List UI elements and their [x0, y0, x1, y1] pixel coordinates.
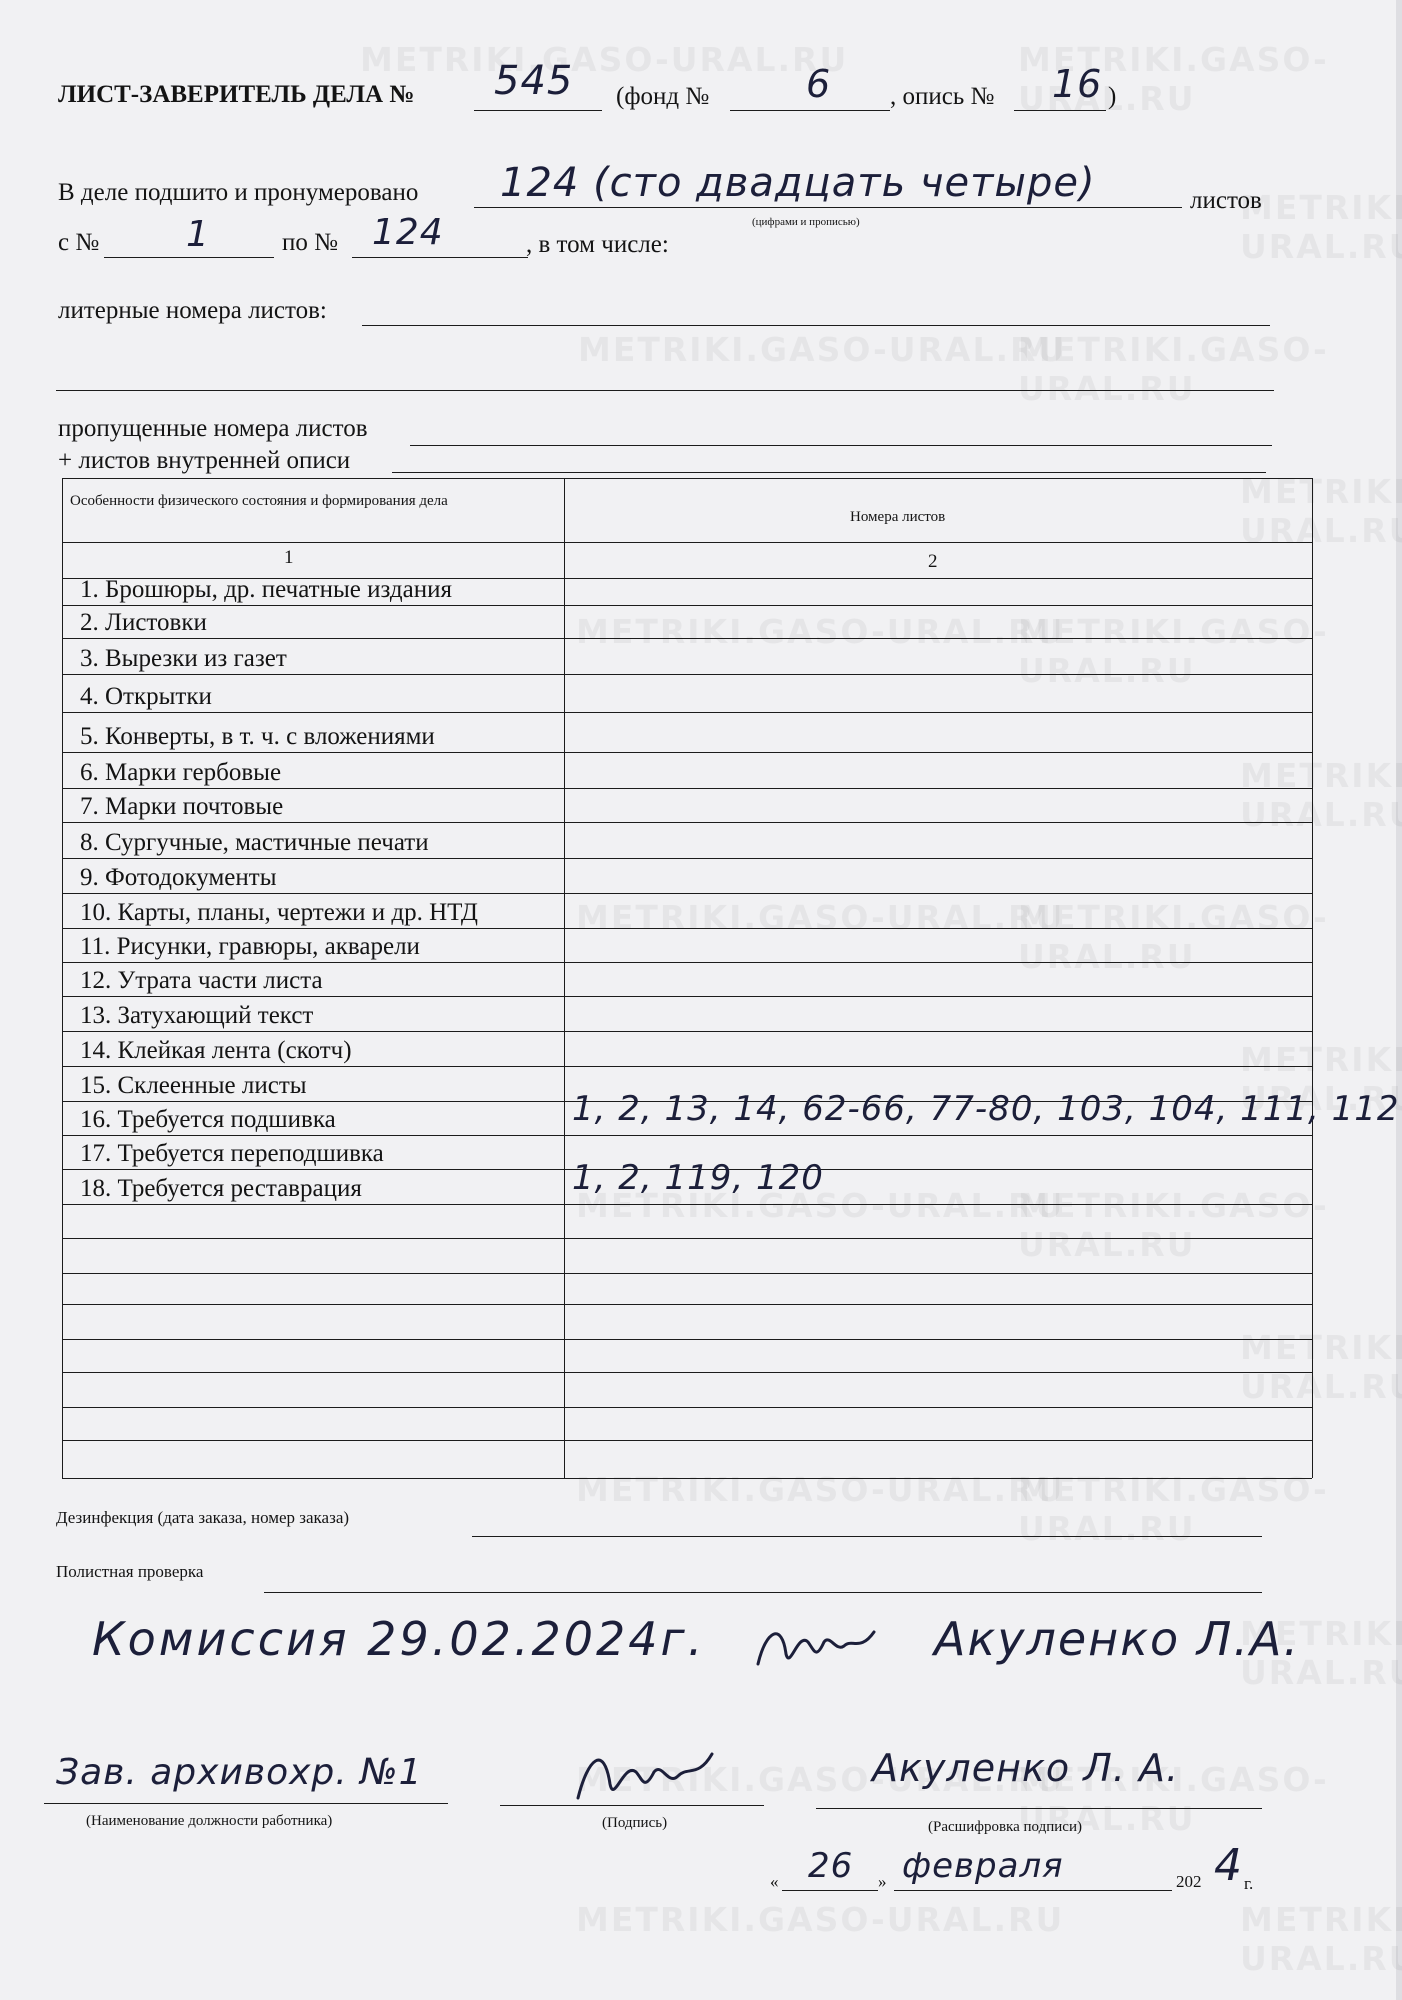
- col1-header: Особенности физического состояния и формирования дела: [70, 493, 448, 509]
- col2-index: 2: [928, 551, 938, 572]
- date-day: 26: [808, 1846, 854, 1886]
- table-row-label: 8. Сургучные, мастичные печати: [80, 829, 429, 856]
- count-unit: листов: [1190, 187, 1262, 214]
- position-label: (Наименование должности работника): [86, 1813, 333, 1829]
- table-row-divider: [62, 638, 1312, 639]
- table-row-label: 7. Марки почтовые: [80, 793, 284, 820]
- table-row-divider: [62, 1135, 1312, 1136]
- fond-label: (фонд №: [616, 83, 710, 110]
- table-row-label: 14. Клейкая лента (скотч): [80, 1037, 352, 1064]
- table-row-divider: [62, 858, 1312, 859]
- table-row-label: 4. Открытки: [80, 683, 212, 710]
- sheet-edge: [1396, 0, 1402, 2000]
- table-row-label: 17. Требуется переподшивка: [80, 1140, 384, 1167]
- watermark-text: [1018, 898, 1402, 976]
- table-row-divider: [62, 712, 1312, 713]
- commission-signature: [752, 1612, 892, 1676]
- table-row-divider: [62, 1273, 1312, 1274]
- watermark-text: [1240, 188, 1402, 266]
- table-row-label: 1. Брошюры, др. печатные издания: [80, 576, 452, 603]
- watermark-text: [576, 1900, 1064, 1939]
- date-close-quote: »: [878, 1872, 887, 1891]
- signature-mark: [570, 1738, 720, 1808]
- table-row-divider: [62, 1304, 1312, 1305]
- watermark-text: [576, 898, 1064, 937]
- table-row-divider: [62, 1204, 1312, 1205]
- letter-numbers-label: литерные номера листов:: [58, 297, 327, 324]
- watermark-text: [576, 612, 1064, 651]
- decoding-label: (Расшифровка подписи): [928, 1819, 1082, 1835]
- commission-note-name: Акуленко Л.А.: [934, 1612, 1301, 1666]
- col1-index: 1: [284, 547, 294, 568]
- date-year-unit: г.: [1244, 1874, 1254, 1893]
- decoding-underline: [816, 1808, 1262, 1809]
- to-value: 124: [372, 212, 444, 253]
- fond-underline: [730, 110, 890, 111]
- signature-label: (Подпись): [602, 1815, 668, 1831]
- watermark-text: [1018, 612, 1402, 690]
- case-number-value: 545: [494, 58, 574, 104]
- table-row-label: 13. Затухающий текст: [80, 1002, 314, 1029]
- internal-inventory-underline: [392, 472, 1266, 473]
- table-row-divider: [62, 962, 1312, 963]
- table-top-border: [62, 478, 1312, 479]
- table-row-label: 11. Рисунки, гравюры, акварели: [80, 933, 420, 960]
- watermark-text: [1240, 1900, 1402, 1978]
- disinfection-label: Дезинфекция (дата заказа, номер заказа): [56, 1508, 350, 1527]
- watermark-text: [1018, 1186, 1402, 1264]
- table-row-divider: [62, 1372, 1312, 1373]
- decoding-value: Акуленко Л. А.: [872, 1746, 1180, 1790]
- table-row-divider: [62, 996, 1312, 997]
- table-row-divider: [62, 822, 1312, 823]
- col2-header: Номера листов: [850, 509, 946, 525]
- opis-label: , опись №: [890, 83, 995, 110]
- table-row-divider: [62, 1339, 1312, 1340]
- position-value: Зав. архивохр. №1: [56, 1752, 423, 1793]
- table-row-divider: [62, 542, 1312, 543]
- table-row-label: 10. Карты, планы, чертежи и др. НТД: [80, 899, 478, 926]
- missing-numbers-label: пропущенные номера листов: [58, 415, 368, 442]
- date-month: февраля: [902, 1846, 1064, 1886]
- table-column-divider: [564, 478, 565, 1478]
- disinfection-underline: [472, 1536, 1262, 1537]
- table-row-label: 18. Требуется реставрация: [80, 1175, 362, 1202]
- table-row-divider: [62, 752, 1312, 753]
- position-underline: [44, 1803, 448, 1804]
- table-row-label: 3. Вырезки из газет: [80, 645, 287, 672]
- table-row-label: 6. Марки гербовые: [80, 759, 282, 786]
- title-prefix: ЛИСТ-ЗАВЕРИТЕЛЬ ДЕЛА №: [58, 81, 415, 108]
- table-row-value: 1, 2, 119, 120: [572, 1158, 824, 1198]
- from-label: с №: [58, 229, 100, 256]
- table-row-divider: [62, 928, 1312, 929]
- table-row-label: 2. Листовки: [80, 609, 207, 636]
- table-row-label: 9. Фотодокументы: [80, 864, 277, 891]
- missing-numbers-underline: [410, 445, 1272, 446]
- verification-label: Полистная проверка: [56, 1562, 204, 1581]
- table-row-label: 16. Требуется подшивка: [80, 1106, 336, 1133]
- verification-underline: [264, 1592, 1262, 1593]
- watermark-text: [360, 40, 848, 79]
- table-row-divider: [62, 1066, 1312, 1067]
- date-month-underline: [894, 1890, 1172, 1891]
- count-underline: [474, 207, 1182, 208]
- count-label: В деле подшито и пронумеровано: [58, 179, 419, 206]
- date-open-quote: «: [770, 1872, 779, 1891]
- watermark-text: [1018, 330, 1402, 408]
- table-row-divider: [62, 893, 1312, 894]
- table-row-divider: [62, 1238, 1312, 1239]
- count-tail: , в том числе:: [526, 231, 669, 258]
- table-row-divider: [62, 1031, 1312, 1032]
- opis-value: 16: [1052, 62, 1103, 106]
- opis-underline: [1014, 110, 1106, 111]
- watermark-text: [576, 1470, 1064, 1509]
- date-day-underline: [782, 1890, 878, 1891]
- case-number-underline: [474, 110, 602, 111]
- internal-inventory-label: + листов внутренней описи: [58, 447, 351, 474]
- date-year-prefix: 202: [1176, 1872, 1202, 1891]
- watermark-text: [1240, 472, 1402, 550]
- table-left-border: [62, 478, 63, 1478]
- table-row-divider: [62, 788, 1312, 789]
- table-row-value: 1, 2, 13, 14, 62-66, 77-80, 103, 104, 111, 112: [572, 1089, 1400, 1129]
- table-bottom-border: [62, 1478, 1312, 1479]
- fond-value: 6: [806, 62, 832, 106]
- from-value: 1: [186, 214, 210, 255]
- watermark-text: [578, 330, 1066, 369]
- to-underline: [352, 257, 528, 258]
- letter-numbers-underline: [362, 325, 1270, 326]
- to-label: по №: [282, 229, 338, 256]
- commission-note: Комиссия 29.02.2024г.: [92, 1612, 706, 1666]
- table-row-label: 15. Склеенные листы: [80, 1072, 307, 1099]
- header-close-paren: ): [1108, 83, 1117, 110]
- table-row-divider: [62, 1407, 1312, 1408]
- count-hint: (цифрами и прописью): [752, 216, 860, 228]
- from-underline: [104, 257, 274, 258]
- count-value: 124 (сто двадцать четыре): [500, 160, 1096, 206]
- table-row-label: 12. Утрата части листа: [80, 967, 323, 994]
- date-year-suffix: 4: [1214, 1840, 1243, 1891]
- table-row-divider: [62, 674, 1312, 675]
- table-row-label: 5. Конверты, в т. ч. с вложениями: [80, 723, 435, 750]
- table-row-divider: [62, 1440, 1312, 1441]
- table-row-divider: [62, 605, 1312, 606]
- table-right-border: [1312, 478, 1313, 1478]
- blank-line: [56, 390, 1274, 391]
- signature-underline: [500, 1805, 764, 1806]
